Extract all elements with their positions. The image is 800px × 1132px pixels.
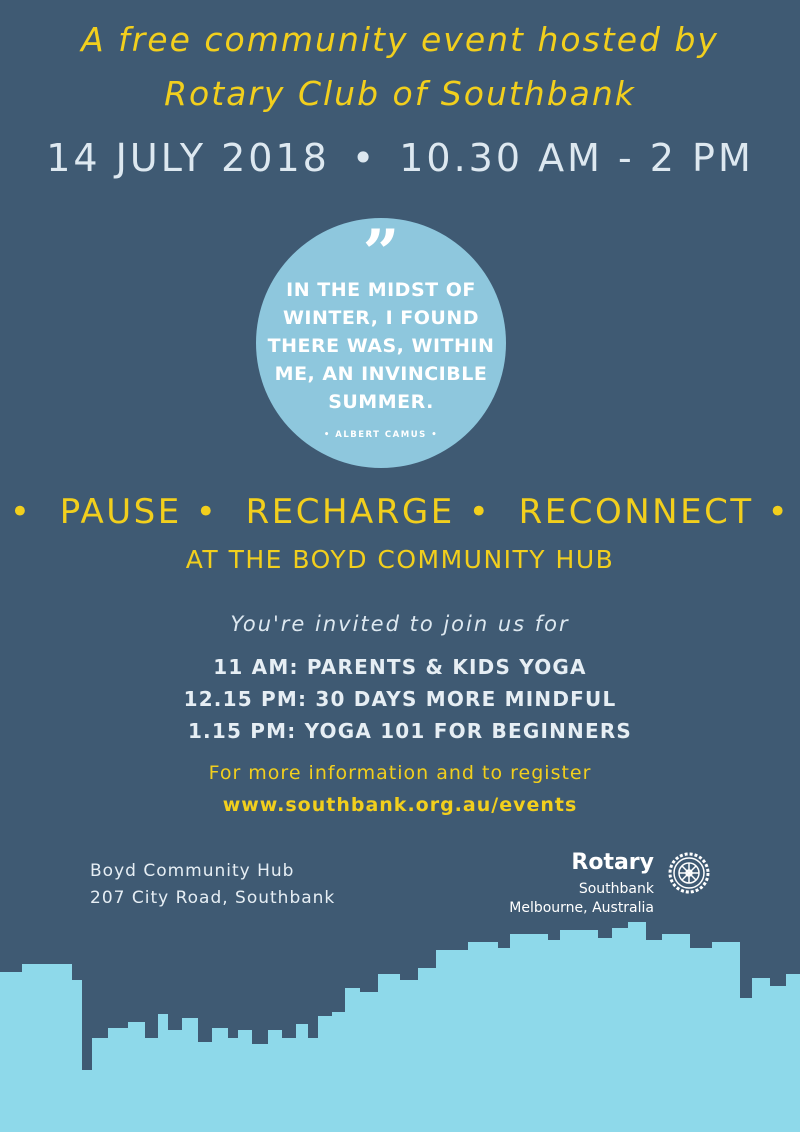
address-line-1: Boyd Community Hub xyxy=(90,861,295,881)
register-text: For more information and to register xyxy=(208,762,592,784)
venue-line: AT THE BOYD COMMUNITY HUB xyxy=(185,545,615,574)
rotary-location: Melbourne, Australia xyxy=(509,900,654,916)
quote-text: IN THE MIDST OF WINTER, I FOUND THERE WAS, WITHIN ME, AN INVINCIBLE SUMMER. xyxy=(267,279,495,413)
rotary-wheel-icon xyxy=(666,850,712,896)
host-line-2: Rotary Club of Southbank xyxy=(164,74,636,113)
tagline-bullet: • xyxy=(9,492,33,532)
tagline-bullet: • xyxy=(468,492,492,532)
tagline xyxy=(0,492,800,532)
event-date: 14 JULY 2018 xyxy=(46,136,330,180)
rotary-club-name: Southbank xyxy=(578,881,654,897)
event-time: 10.30 AM - 2 PM xyxy=(399,136,754,180)
city-skyline-illustration xyxy=(0,920,800,1132)
invite-text: You're invited to join us for xyxy=(230,612,570,636)
date-time-line xyxy=(0,136,800,180)
rotary-logo xyxy=(500,850,720,930)
venue-address xyxy=(90,858,335,912)
schedule-item: 11 AM: PARENTS & KIDS YOGA xyxy=(213,655,587,679)
schedule-item: 1.15 PM: YOGA 101 FOR BEGINNERS xyxy=(187,719,633,743)
tagline-bullet: • xyxy=(195,492,219,532)
quote-circle xyxy=(256,218,506,468)
quote-author: • ALBERT CAMUS • xyxy=(323,430,439,440)
address-line-2: 207 City Road, Southbank xyxy=(90,888,336,908)
host-line-1: A free community event hosted by xyxy=(81,20,719,59)
quote-mark-icon: ” xyxy=(362,216,400,291)
tagline-word-pause: PAUSE xyxy=(59,492,182,532)
rotary-wordmark: Rotary xyxy=(571,850,654,875)
tagline-word-reconnect: RECONNECT xyxy=(518,492,754,532)
schedule-item: 12.15 PM: 30 DAYS MORE MINDFUL xyxy=(183,687,617,711)
register-link[interactable]: www.southbank.org.au/events xyxy=(222,794,578,816)
tagline-word-recharge: RECHARGE xyxy=(245,492,455,532)
date-separator: • xyxy=(351,136,378,180)
tagline-bullet: • xyxy=(767,492,791,532)
